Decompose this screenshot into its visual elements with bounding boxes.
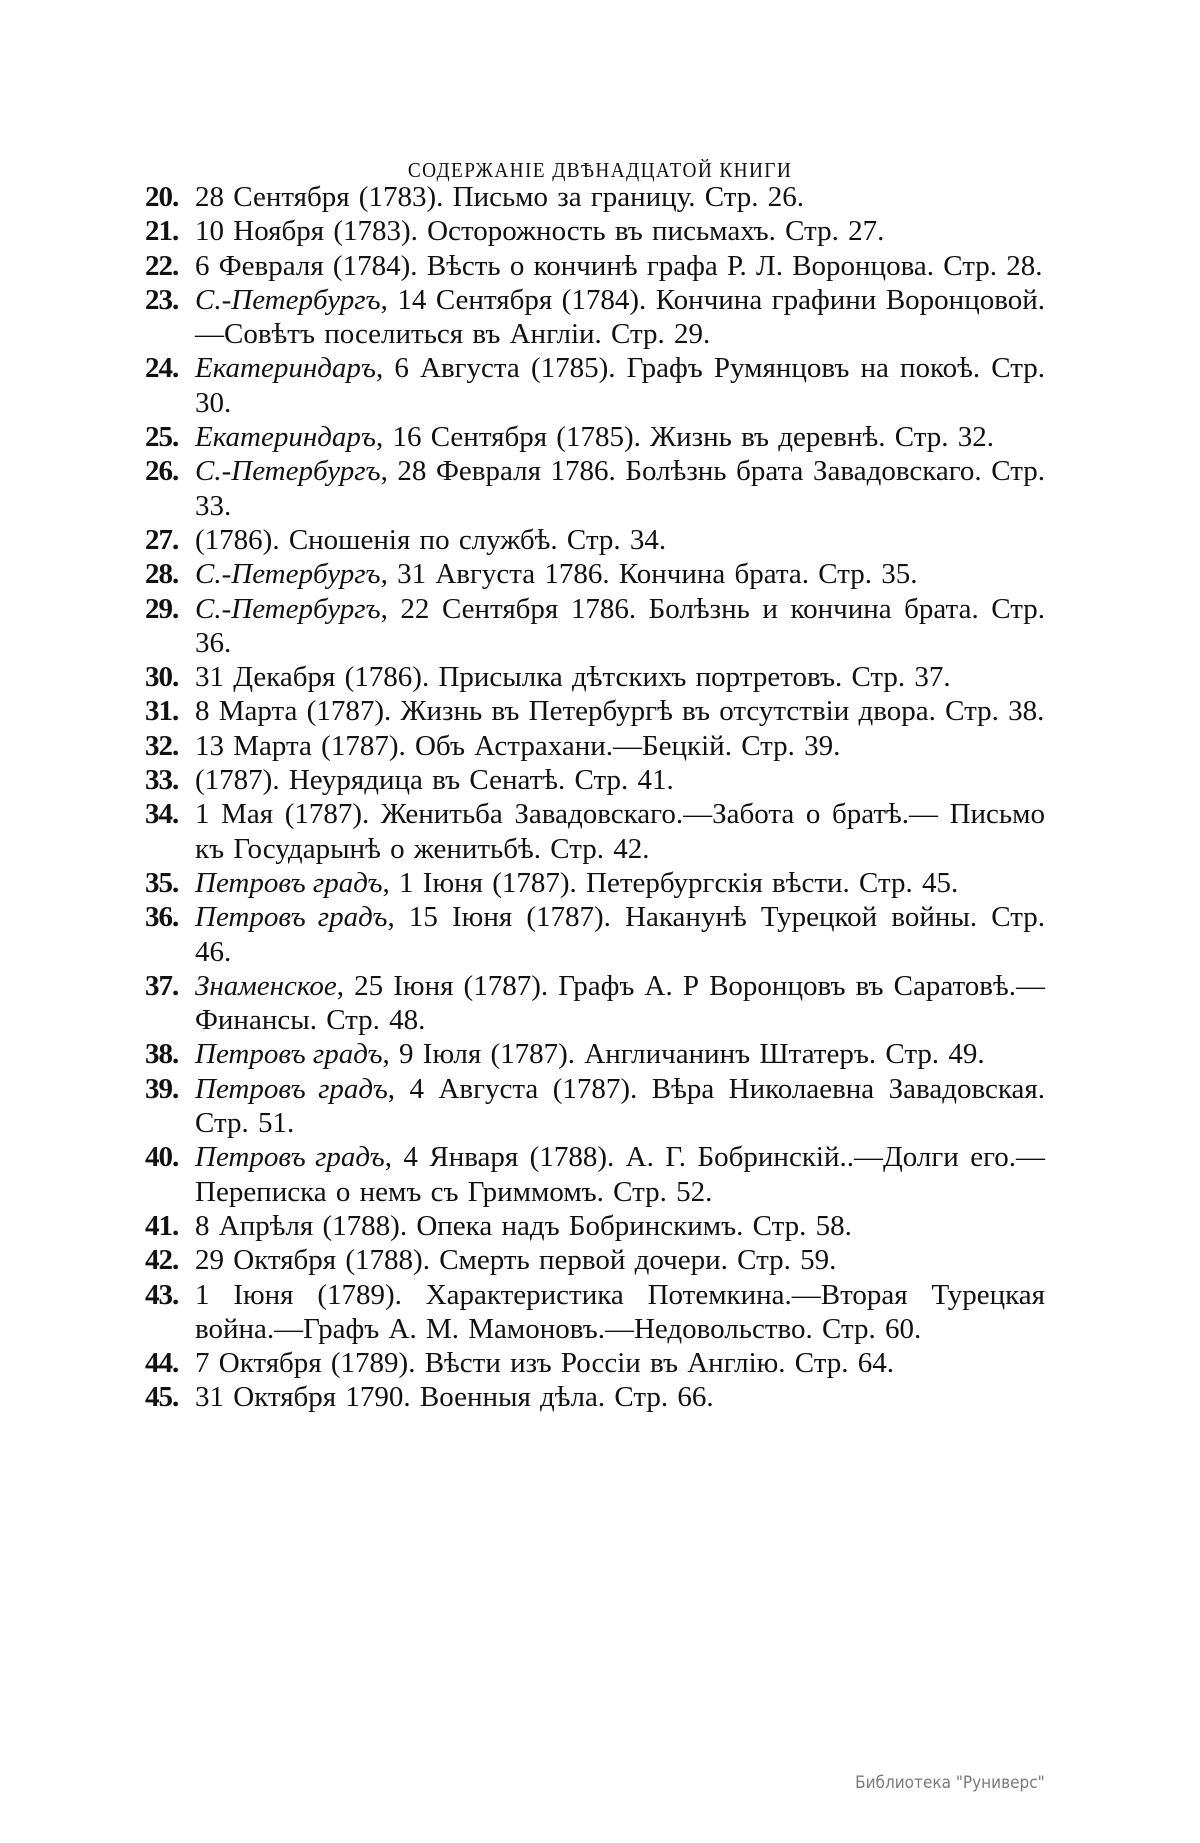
entry-text: 8 Марта (1787). Жизнь въ Петербургѣ въ отсутствіи двора. Стр. 38. <box>195 695 1045 728</box>
toc-entry <box>145 283 1045 352</box>
entry-text: (1787). Неурядица въ Сенатѣ. Стр. 41. <box>195 764 674 797</box>
entry-number: 23. <box>145 283 179 316</box>
entry-text: , 4 Января (1788). А. Г. Бобринскій..—Долги его.—Переписка о немъ съ Гриммомъ. Стр. 52. <box>195 1141 1045 1208</box>
entry-place: Петровъ градъ <box>195 1072 388 1105</box>
entry-place: С.-Петербургъ <box>195 592 381 625</box>
toc-entry <box>145 420 1045 454</box>
entry-number: 33. <box>145 764 179 797</box>
entry-text: , 16 Сентября (1785). Жизнь въ деревнѣ. Стр. 32. <box>375 421 994 454</box>
entry-number: 20. <box>145 181 179 213</box>
entry-text: 31 Октября 1790. Военныя дѣла. Стр. 66. <box>195 1381 714 1414</box>
entry-text: , 28 Февраля 1786. Болѣзнь брата Завадовскаго. Стр. 33. <box>195 455 1045 522</box>
entry-number: 38. <box>145 1038 179 1071</box>
entry-place: Екатериндаръ <box>195 352 376 385</box>
entry-number: 29. <box>145 592 179 625</box>
entry-text: 31 Декабря (1786). Присылка дѣтскихъ портретовъ. Стр. 37. <box>195 661 951 694</box>
toc-entry <box>145 1072 1045 1141</box>
toc-entry <box>145 180 1045 214</box>
entry-place: Петровъ градъ <box>195 866 383 899</box>
entry-number: 22. <box>145 249 179 282</box>
entry-text: 29 Октября (1788). Смерть первой дочери. Стр. 59. <box>195 1244 837 1277</box>
toc-entry <box>145 454 1045 523</box>
entry-number: 21. <box>145 215 179 248</box>
entry-place: С.-Петербургъ <box>195 455 381 488</box>
entry-place: С.-Петербургъ <box>195 558 381 591</box>
entry-number: 36. <box>145 901 179 934</box>
entry-number: 40. <box>145 1141 179 1174</box>
entry-text: , 1 Іюня (1787). Петербургскія вѣсти. Стр. 45. <box>382 866 959 899</box>
entry-place: Петровъ градъ <box>195 1141 385 1174</box>
entry-text: , 22 Сентября 1786. Болѣзнь и кончина брата. Стр. 36. <box>195 592 1045 659</box>
entry-number: 37. <box>145 969 179 1002</box>
entry-text: (1786). Сношенія по службѣ. Стр. 34. <box>195 523 667 556</box>
entry-text: 28 Сентября (1783). Письмо за границу. Стр. 26. <box>195 181 805 213</box>
toc-entry <box>145 797 1045 866</box>
toc-entry <box>145 592 1045 661</box>
entry-number: 39. <box>145 1072 179 1105</box>
entry-number: 43. <box>145 1278 179 1311</box>
toc-entry <box>145 866 1045 900</box>
entry-number: 28. <box>145 558 179 591</box>
entry-number: 41. <box>145 1209 179 1242</box>
entry-text: 1 Мая (1787). Женитьба Завадовскаго.—Забота о братѣ.— Письмо къ Государынѣ о женитьбѣ. Стр. 42. <box>195 798 1045 865</box>
entry-number: 26. <box>145 455 179 488</box>
entry-number: 45. <box>145 1381 179 1414</box>
toc-entry <box>145 729 1045 763</box>
entry-number: 24. <box>145 352 179 385</box>
entry-number: 27. <box>145 523 179 556</box>
entry-text: , 25 Іюня (1787). Графъ А. Р Воронцовъ въ Саратовѣ.—Финансы. Стр. 48. <box>195 969 1045 1037</box>
toc-entry <box>145 694 1045 728</box>
page-header: СОДЕРЖАНІЕ ДВѢНАДЦАТОЙ КНИГИ <box>407 158 793 182</box>
entry-text: , 14 Сентября (1784). Кончина графини Воронцовой.—Совѣтъ поселиться въ Англіи. Стр. 29. <box>195 283 1045 351</box>
entry-text: 7 Октября (1789). Вѣсти изъ Россіи въ Англію. Стр. 64. <box>195 1347 895 1380</box>
toc-entry <box>145 763 1045 797</box>
entry-text: 1 Іюня (1789). Характеристика Потемкина.—Вторая Турецкая война.—Графъ А. М. Мамоновъ.—Недовольство. Стр. 60. <box>195 1278 1045 1345</box>
toc-entry <box>145 214 1045 248</box>
toc-entry <box>145 969 1045 1038</box>
toc-entry <box>145 249 1045 283</box>
entry-text: , 9 Іюля (1787). Англичанинъ Штатеръ. Стр. 49. <box>382 1038 985 1071</box>
toc-entry <box>145 557 1045 591</box>
entry-place: Екатериндаръ <box>195 421 376 454</box>
toc-entry <box>145 523 1045 557</box>
toc-entry <box>145 1278 1045 1347</box>
entry-number: 35. <box>145 866 179 899</box>
library-watermark: Библиотека "Руниверс" <box>855 1773 1045 1793</box>
entry-text: , 15 Іюня (1787). Наканунѣ Турецкой войны. Стр. 46. <box>195 901 1045 968</box>
entry-number: 42. <box>145 1244 179 1277</box>
toc-entry <box>145 1140 1045 1209</box>
entry-number: 30. <box>145 661 179 694</box>
entry-text: , 31 Августа 1786. Кончина брата. Стр. 35. <box>380 558 918 591</box>
entry-place: Петровъ градъ <box>195 901 388 934</box>
entry-place: С.-Петербургъ <box>195 283 381 316</box>
entry-place: Петровъ градъ <box>195 1038 383 1071</box>
toc-entry <box>145 351 1045 420</box>
entry-number: 44. <box>145 1347 179 1380</box>
entry-number: 34. <box>145 798 179 831</box>
toc-entry <box>145 1209 1045 1243</box>
entry-text: 13 Марта (1787). Объ Астрахани.—Бецкій. Стр. 39. <box>195 729 841 762</box>
toc-entry <box>145 900 1045 969</box>
entry-place: Знаменское <box>195 969 337 1002</box>
toc-entry <box>145 1243 1045 1277</box>
entry-number: 25. <box>145 421 179 454</box>
entry-text: 6 Февраля (1784). Вѣсть о кончинѣ графа Р. Л. Воронцова. Стр. 28. <box>195 249 1043 282</box>
toc-entry <box>145 1346 1045 1380</box>
entry-text: , 6 Августа (1785). Графъ Румянцовъ на покоѣ. Стр. 30. <box>195 352 1045 419</box>
toc-entry <box>145 660 1045 694</box>
toc-entry <box>145 1037 1045 1071</box>
entry-text: , 4 Августа (1787). Вѣра Николаевна Завадовская. Стр. 51. <box>195 1072 1045 1140</box>
toc-entry <box>145 1380 1045 1414</box>
entry-number: 31. <box>145 695 179 728</box>
entry-text: 10 Ноября (1783). Осторожность въ письмахъ. Стр. 27. <box>195 215 885 248</box>
entry-text: 8 Апрѣля (1788). Опека надъ Бобринскимъ. Стр. 58. <box>195 1209 852 1242</box>
entry-number: 32. <box>145 729 179 762</box>
table-of-contents <box>145 180 1045 1415</box>
